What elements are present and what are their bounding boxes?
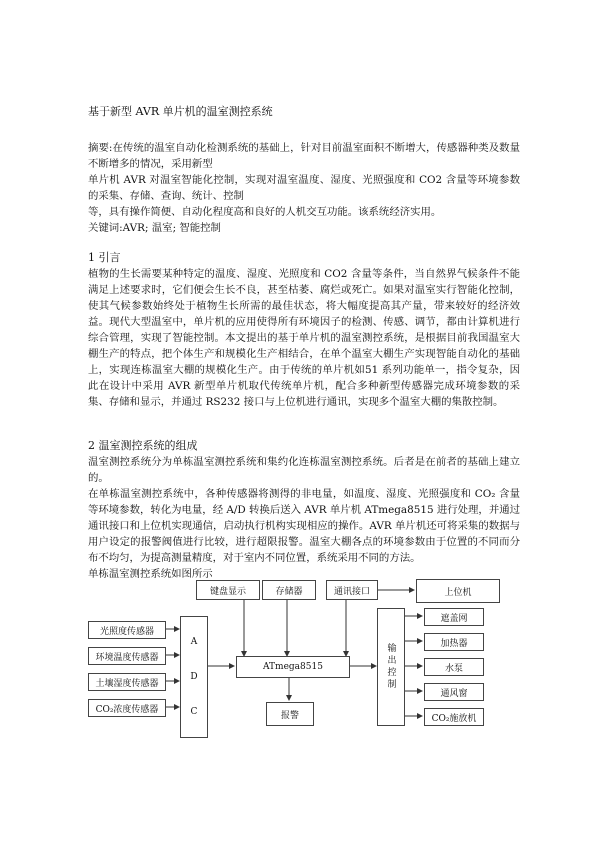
- adc-letter-a: A: [190, 637, 198, 648]
- system-block-diagram: [84, 578, 524, 728]
- abstract-line-3: 等，具有操作简便、自动化程度高和良好的人机交互功能。该系统经济实用。: [88, 206, 442, 218]
- light-sensor-box: 光照度传感器: [88, 621, 166, 639]
- temperature-sensor-box: 环境温度传感器: [88, 647, 166, 665]
- memory-box: 存储器: [262, 580, 316, 600]
- adc-box: [180, 616, 208, 738]
- host-computer-box: 上位机: [416, 579, 500, 603]
- co2-sensor-box: CO₂浓度传感器: [88, 699, 166, 717]
- vent-window-box: 通风窗: [424, 683, 484, 701]
- mcu-box: ATmega8515: [236, 656, 350, 678]
- paper-title: 基于新型 AVR 单片机的温室测控系统: [88, 105, 273, 118]
- section-2-heading: 2 温室测控系统的组成: [88, 439, 198, 452]
- section-1-heading: 1 引言: [88, 251, 121, 264]
- soil-humidity-sensor-box: 土壤湿度传感器: [88, 673, 166, 691]
- alarm-box: 报警: [266, 702, 314, 726]
- abstract-line-2: 单片机 AVR 对温室智能化控制，实现对温室温度、湿度、光照强度和 CO2 含量等环境参数的采集、存储、查询、统计、控制: [88, 174, 520, 202]
- keyboard-display-box: 键盘显示: [196, 580, 260, 600]
- water-pump-box: 水泵: [424, 658, 484, 676]
- section-2-body: 温室测控系统分为单栋温室测控系统和集约化连栋温室测控系统。后者是在前者的基础上建立的。: [88, 456, 520, 484]
- adc-letter-d: D: [190, 671, 198, 682]
- section-1-body: 植物的生长需要某种特定的温度、湿度、光照度和 CO2 含量等条件，当自然界气候条件不能满足上述要求时，它们便会生长不良，甚至枯萎、腐烂或死亡。如果对温室实行智能化控制，使其气候参数始终处于植物生长所需的最佳状态，将大幅度提高其产量，带来较好的经济效益。现代大型温室中，单片机的应用使得所有环境因子的检测、传感、调节，都由计算机进行综合管理，实现了智能控制。本文提出的基于单片机的温室测控系统，是根据目前我国温室大棚生产的特点，把个体生产和规模化生产相结合，在单个温室大棚生产实现智能自动化的基础上，实现连栋温室大棚的规模化生产。由于传统的单片机如51 系列功能单一，指令复杂，因此在设计中采用 AVR 新型单片机取代传统单片机，配合多种新型传感器完成环境参数的采集、存储和显示，并通过 RS232 接口与上位机进行通讯，实现多个温室大棚的集散控制。: [88, 268, 520, 408]
- keywords: 关键词:AVR; 温室; 智能控制: [88, 222, 221, 234]
- output-control-box: 输出控制: [377, 608, 405, 726]
- section-2-body-2: 在单栋温室测控系统中，各种传感器将测得的非电量，如温度、湿度、光照强度和 CO₂ 含量等环境参数，转化为电量，经 A/D 转换后送入 AVR 单片机 ATmega8515 进行处理，并通过通讯接口和上位机实现通信，启动执行机构实现相应的操作。AVR 单片机还可将采集的数据与用户设定的报警阀值进行比较，进行超限报警。温室大棚各点的环境参数由于位置的不同而分布不均匀，为提高测量精度，对于室内不同位置，系统采用不同的方法。: [88, 488, 520, 564]
- co2-release-box: CO₂施放机: [424, 708, 484, 726]
- heater-box: 加热器: [424, 633, 484, 651]
- figure-caption: 单栋温室测控系统如图所示: [88, 568, 213, 580]
- adc-letter-c: C: [190, 706, 198, 717]
- comm-interface-box: 通讯接口: [326, 580, 378, 600]
- shade-net-box: 遮盖网: [424, 608, 484, 626]
- document-body: [88, 104, 520, 582]
- abstract-line-1: 摘要:在传统的温室自动化检测系统的基础上，针对目前温室面积不断增大，传感器种类及数量不断增多的情况，采用新型: [88, 142, 520, 170]
